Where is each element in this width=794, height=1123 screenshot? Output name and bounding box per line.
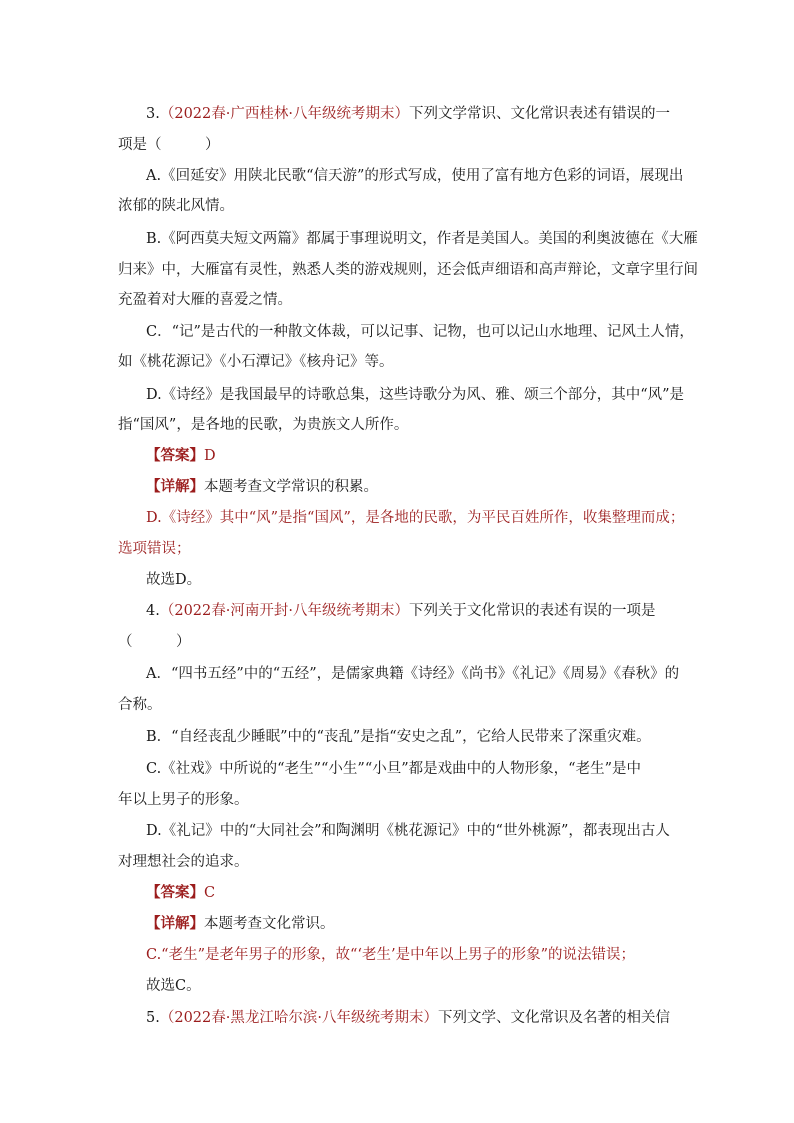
option-c-cont: 年以上男子的形象。 [118,792,249,808]
question-number: 4. [146,603,160,619]
question-stem-cont: （ ） [118,634,191,650]
option-b: B.《阿西莫夫短文两篇》都属于事理说明文，作者是美国人。美国的利奥波德在《大雁 [146,231,698,247]
question-4-header [146,601,655,621]
answer-tag: 【答案】 [146,447,204,464]
question-number: 3. [146,106,160,122]
source-close-paren: ） [394,106,409,122]
conclusion: 故选D。 [146,572,202,588]
option-b-cont: 充盈着对大雁的喜爱之情。 [118,292,292,308]
answer-value: C [204,885,216,901]
detail-text: 本题考查文化常识。 [204,916,335,932]
answer-value: D [204,448,216,464]
option-b-cont: 归来》中，大雁富有灵性，熟悉人类的游戏规则，还会低声细语和高声辩论，文章字里行间 [118,262,698,278]
option-d: D.《礼记》中的“大同社会”和陶渊明《桃花源记》中的“世外桃源”，都表现出古人 [146,823,670,839]
answer-tag: 【答案】 [146,884,204,901]
question-stem: 下列关于文化常识的表述有误的一项是 [408,603,656,619]
explanation-cont: 选项错误； [118,541,191,557]
option-c-cont: 如《桃花源记》《小石潭记》《核舟记》等。 [118,354,394,370]
option-d: D.《诗经》是我国最早的诗歌总集，这些诗歌分为风、雅、颂三个部分，其中“风”是 [146,387,685,403]
answer-line [146,883,215,903]
option-a: A.《回延安》用陕北民歌“信天游”的形式写成，使用了富有地方色彩的词语，展现出 [146,168,684,184]
answer-line [146,446,216,466]
option-a-cont: 浓郁的陕北风情。 [118,198,234,214]
detail-line [146,477,378,497]
conclusion: 故选C。 [146,978,201,994]
option-d-cont: 对理想社会的追求。 [118,854,249,870]
question-source: 2022春·黑龙江哈尔滨·八年级统考期末 [174,1010,424,1026]
question-stem: 下列文学、文化常识及名著的相关信 [437,1010,670,1026]
option-a: A．“四书五经”中的“五经”，是儒家典籍《诗经》《尚书》《礼记》《周易》《春秋》的 [146,666,680,682]
question-stem: 下列文学常识、文化常识表述有错误的一 [408,106,670,122]
option-c: C．“记”是古代的一种散文体裁，可以记事、记物，也可以记山水地理、记风土人情， [146,324,694,340]
explanation: C.“老生”是老年男子的形象，故“‘老生’是中年以上男子的形象”的说法错误； [146,947,636,963]
source-open-paren: （ [159,603,175,619]
detail-tag: 【详解】 [146,915,204,932]
question-3-header [146,104,670,124]
option-a-cont: 合称。 [118,697,162,713]
explanation: D.《诗经》其中“风”是指“国风”，是各地的民歌，为平民百姓所作，收集整理而成； [146,510,685,526]
source-close-paren: ） [394,603,409,619]
source-close-paren: ） [423,1010,438,1026]
detail-line [146,914,335,934]
option-c: C.《社戏》中所说的“老生”“小生”“小旦”都是戏曲中的人物形象，“老生”是中 [146,761,641,777]
detail-text: 本题考查文学常识的积累。 [204,479,378,495]
detail-tag: 【详解】 [146,478,204,495]
question-source: 2022春·河南开封·八年级统考期末 [174,603,395,619]
option-b: B．“自经丧乱少睡眠”中的“丧乱”是指“安史之乱”，它给人民带来了深重灾难。 [146,729,651,745]
question-source: 2022春·广西桂林·八年级统考期末 [174,106,395,122]
option-d-cont: 指“国风”，是各地的民歌，为贵族文人所作。 [118,417,409,433]
source-open-paren: （ [159,1010,175,1026]
question-number: 5. [146,1010,160,1026]
source-open-paren: （ [159,106,175,122]
question-5-header [146,1008,670,1028]
question-stem-cont: 项是（ ） [118,137,220,153]
